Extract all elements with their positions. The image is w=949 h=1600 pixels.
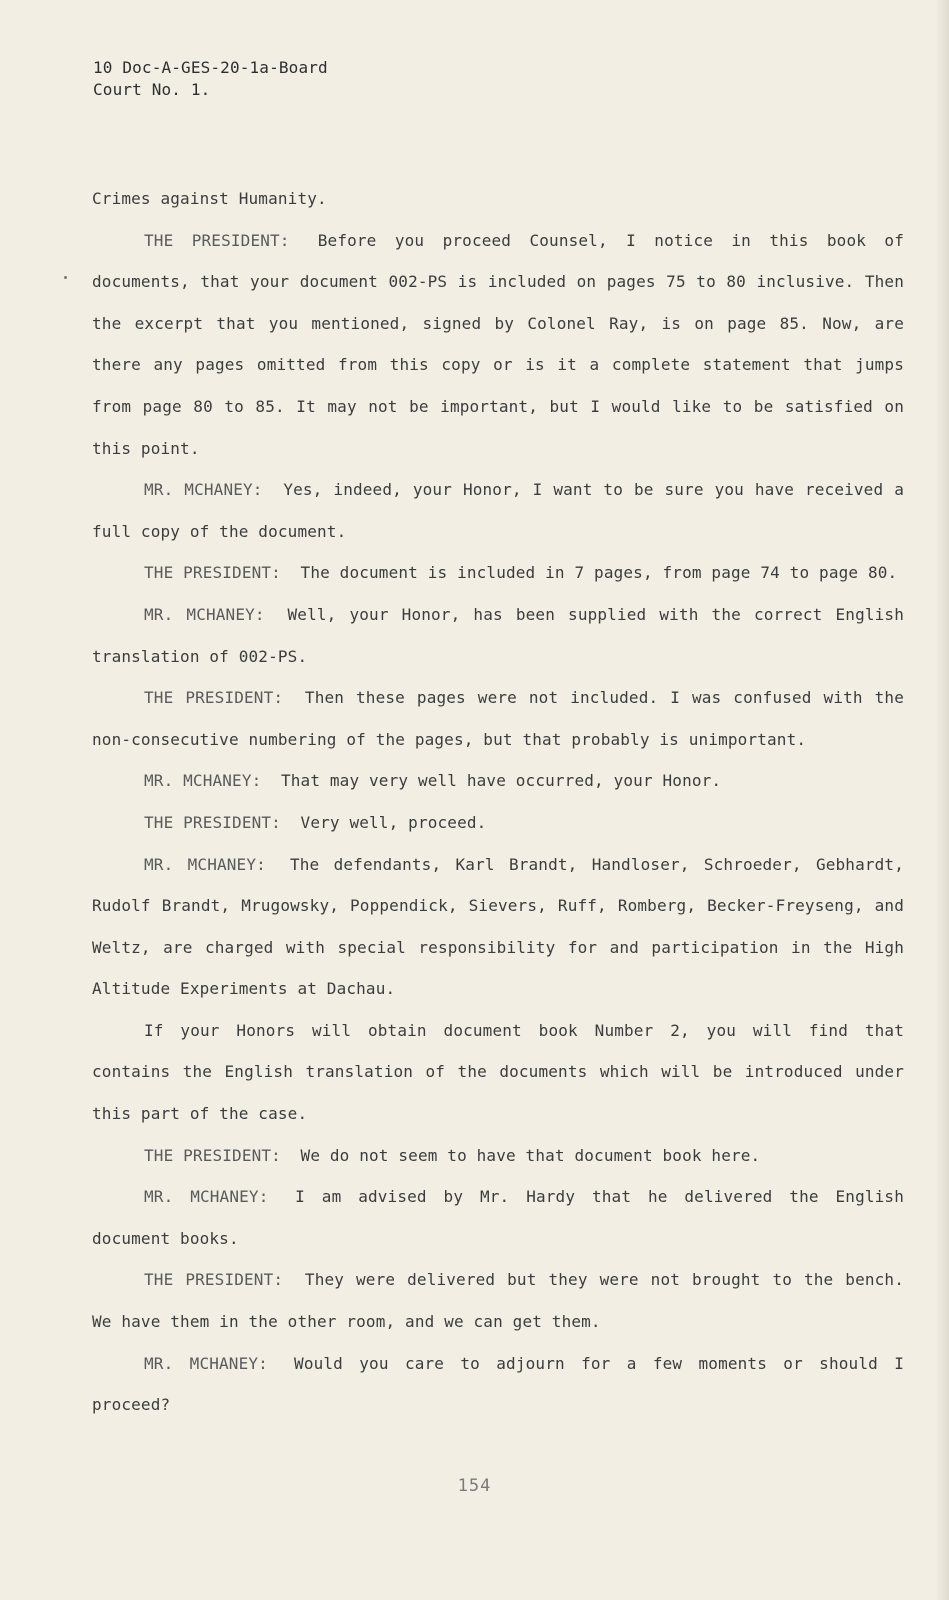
speaker-label: MR. MCHANEY: — [144, 771, 262, 791]
speaker-label: THE PRESIDENT: — [144, 230, 290, 250]
page-number: 154 — [457, 1476, 492, 1496]
speaker-label: MR. MCHANEY: — [144, 480, 263, 500]
paragraph-text: The document is included in 7 pages, from page 74 to page 80. — [300, 563, 898, 583]
transcript-paragraph — [92, 594, 904, 677]
document-header — [93, 57, 328, 101]
transcript-paragraph — [92, 844, 904, 1010]
paragraph-text: That may very well have occurred, your Honor. — [280, 771, 722, 791]
speaker-label: THE PRESIDENT: — [144, 812, 281, 832]
speaker-label: MR. MCHANEY: — [144, 604, 265, 624]
transcript-paragraph — [92, 677, 904, 760]
paragraph-text: Yes, indeed, your Honor, I want to be sure you have received a full copy of the document. — [92, 480, 904, 541]
paragraph-text: Very well, proceed. — [300, 812, 487, 832]
speaker-label: THE PRESIDENT: — [144, 688, 284, 708]
speaker-label: MR. MCHANEY: — [144, 854, 266, 874]
speaker-label: THE PRESIDENT: — [144, 1145, 281, 1165]
paragraph-text: Crimes against Humanity. — [92, 189, 327, 208]
header-reference: 10 Doc-A-GES-20-1a-Board — [93, 58, 328, 77]
transcript-body — [92, 178, 904, 1426]
margin-dot — [64, 276, 67, 279]
transcript-paragraph — [92, 760, 904, 802]
speaker-label: THE PRESIDENT: — [144, 563, 281, 583]
transcript-paragraph — [92, 802, 904, 844]
transcript-paragraph — [92, 220, 904, 470]
transcript-paragraph — [92, 1259, 904, 1342]
paragraph-text: They were delivered but they were not brought to the bench. We have them in the other room, and we can get them. — [92, 1270, 904, 1332]
paragraph-text: We do not seem to have that document book here. — [300, 1145, 761, 1165]
transcript-paragraph — [92, 469, 904, 552]
speaker-label: MR. MCHANEY: — [144, 1353, 268, 1373]
paragraph-text: If your Honors will obtain document book Number 2, you will find that contains the English translation of the documents which will be introduced under this part of the case. — [92, 1020, 904, 1124]
header-court: Court No. 1. — [93, 80, 211, 99]
transcript-paragraph — [92, 1176, 904, 1259]
transcript-paragraph — [92, 178, 904, 220]
paragraph-text: The defendants, Karl Brandt, Handloser, Schroeder, Gebhardt, Rudolf Brandt, Mrugowsky, Poppendick, Sievers, Ruff, Romberg, Becker-Freyseng, and Weltz, are charged with special responsibility for and participation in the High Altitude Experiments at Dachau. — [92, 854, 904, 999]
paragraph-text: Would you care to adjourn for a few moments or should I proceed? — [92, 1353, 904, 1415]
transcript-paragraph — [92, 1135, 904, 1177]
speaker-label: THE PRESIDENT: — [144, 1270, 284, 1290]
transcript-paragraph — [92, 1343, 904, 1426]
speaker-label: MR. MCHANEY: — [144, 1187, 269, 1207]
paragraph-text: I am advised by Mr. Hardy that he delivered the English document books. — [92, 1187, 904, 1248]
transcript-paragraph — [92, 1010, 904, 1135]
paragraph-text: Well, your Honor, has been supplied with the correct English translation of 002-PS. — [92, 604, 904, 666]
paragraph-text: Before you proceed Counsel, I notice in this book of documents, that your document 002-PS is included on pages 75 to 80 inclusive. Then the excerpt that you mentioned, signed by Colonel Ray, is on page 85. Now, are there any pages omitted from this copy or is it a complete statement that jumps from page 80 to 85. It may not be important, but I would like to be satisfied on this point. — [92, 230, 904, 458]
transcript-paragraph — [92, 552, 904, 594]
page-edge-shadow — [935, 0, 949, 1600]
paragraph-text: Then these pages were not included. I was confused with the non-consecutive numbering of the pages, but that probably is unimportant. — [92, 688, 904, 749]
